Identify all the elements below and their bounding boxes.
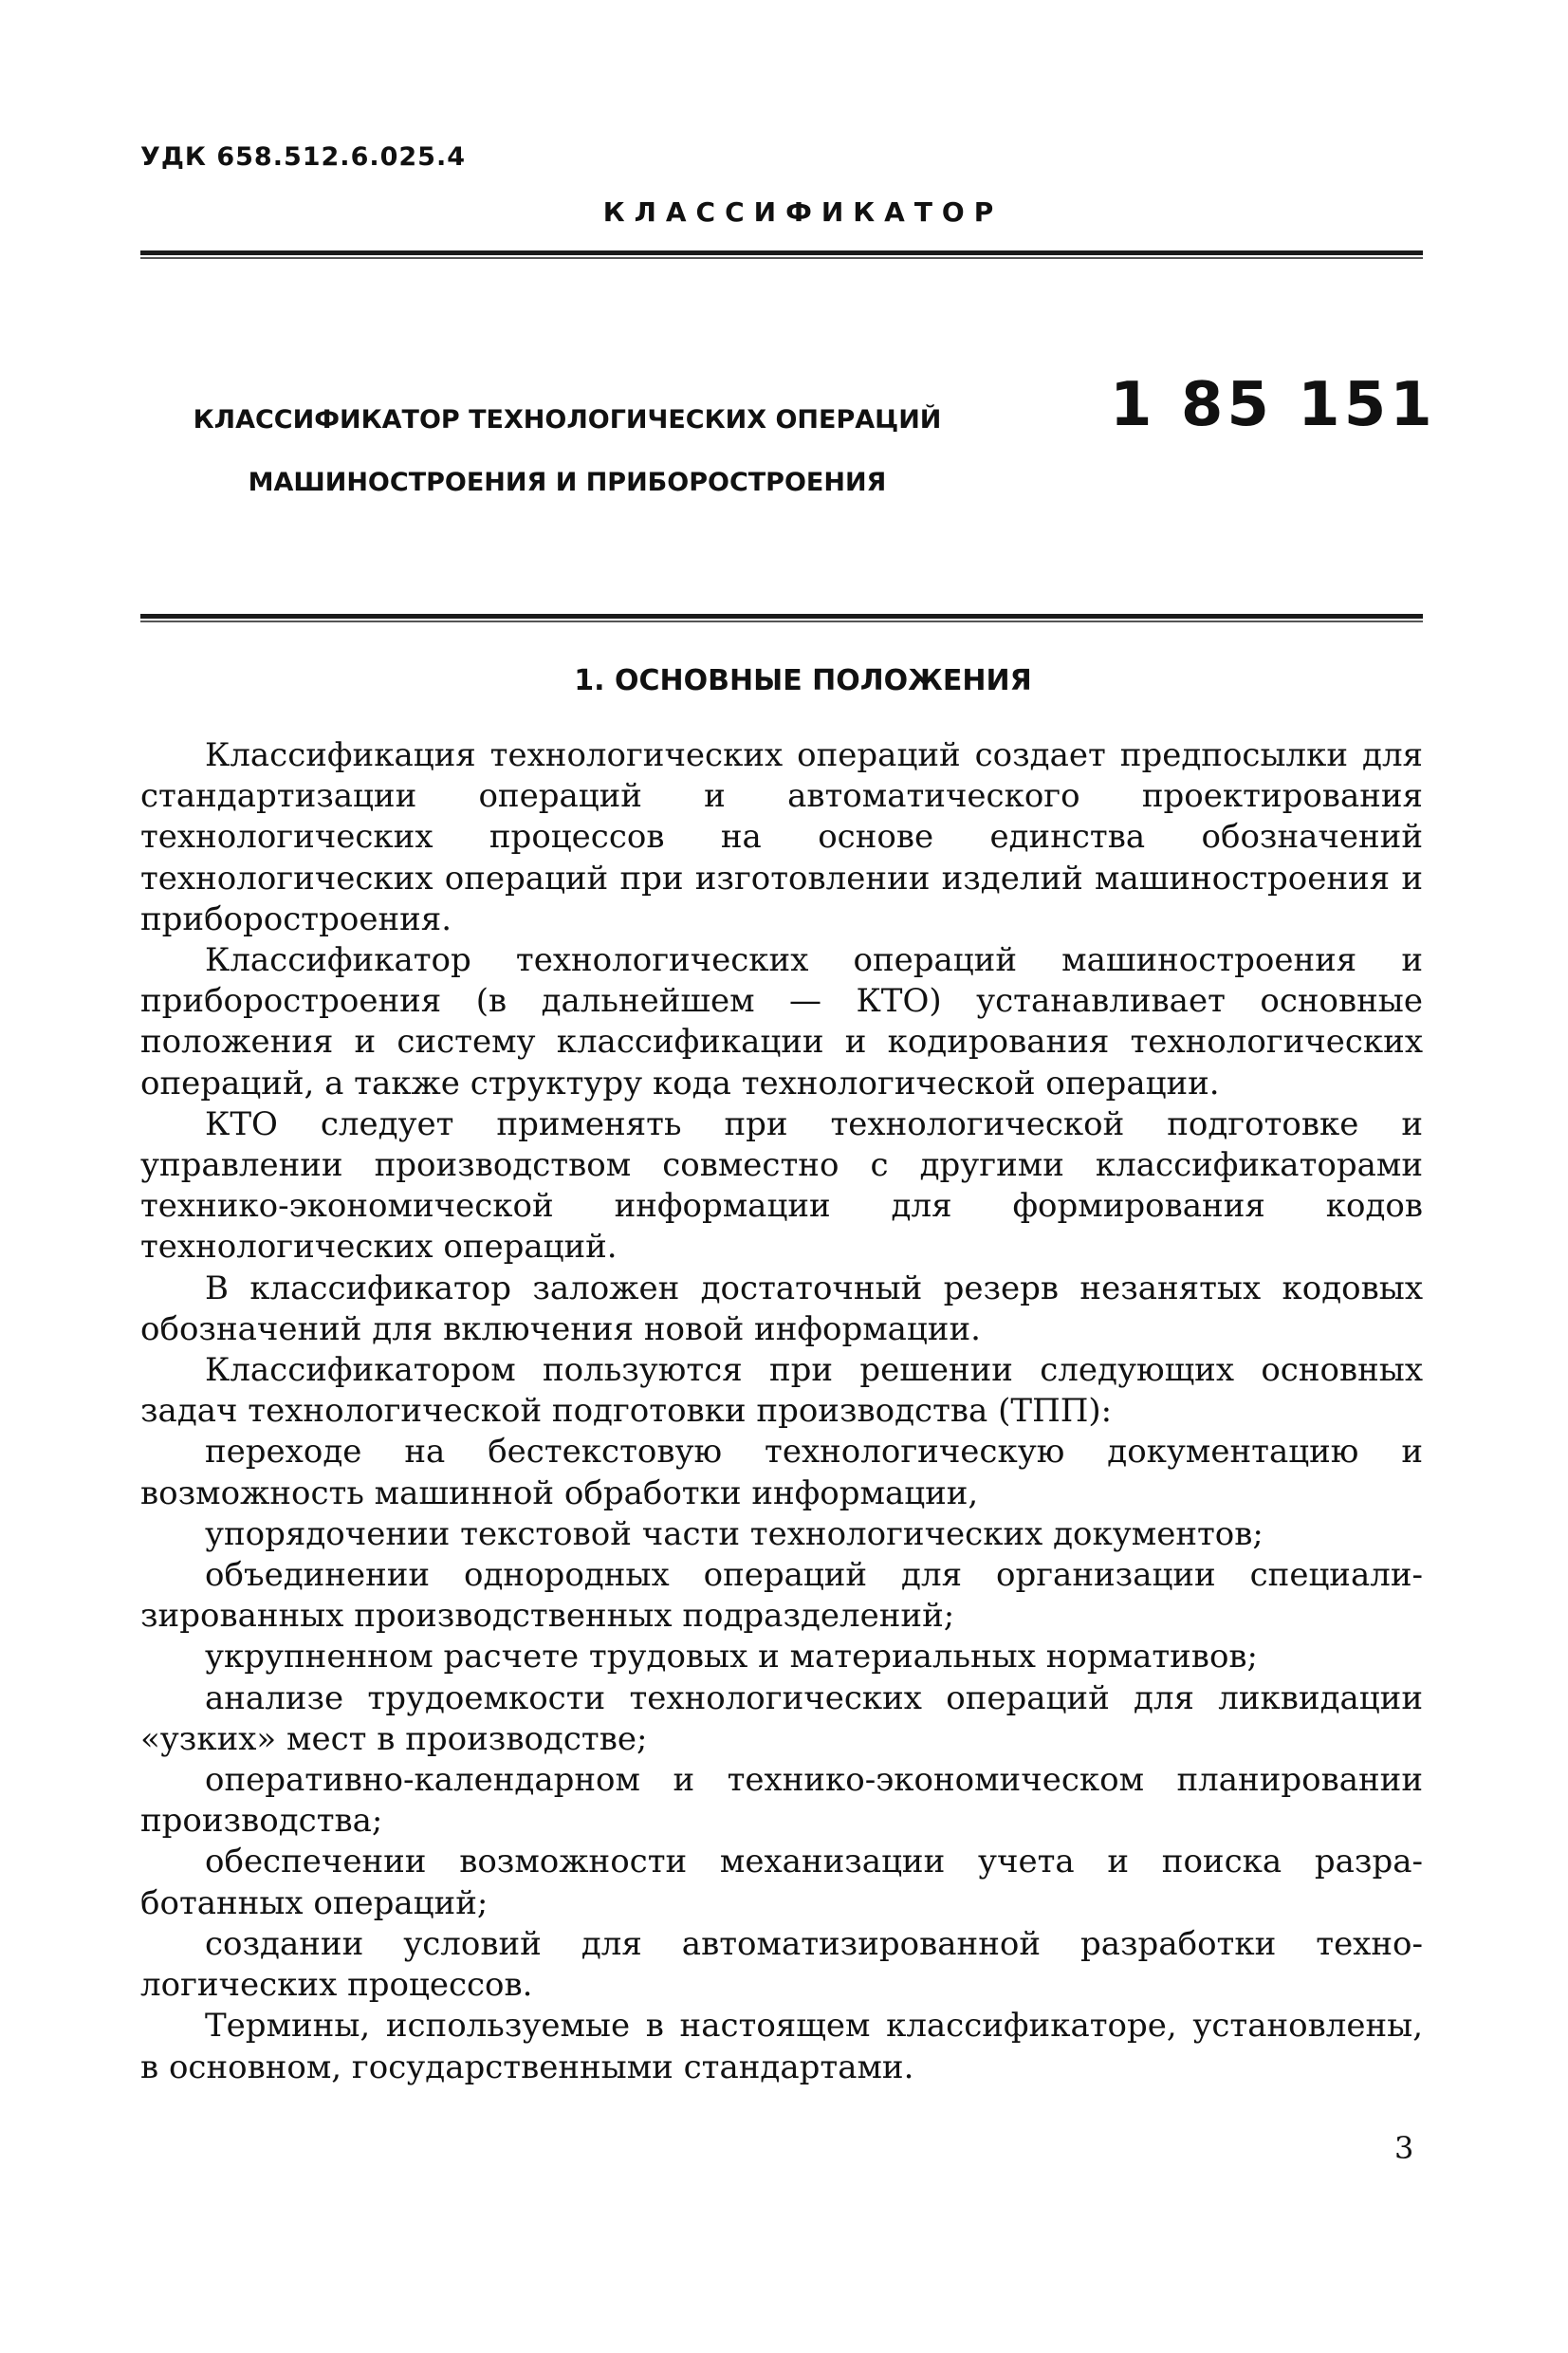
list-item: оперативно-календарном и технико-экономическом планировании производства; xyxy=(140,1761,1423,1841)
section-body xyxy=(140,735,1423,2088)
document-title-line-1: КЛАССИФИКАТОР ТЕХНОЛОГИЧЕСКИХ ОПЕРАЦИЙ xyxy=(193,405,942,435)
page-number: 3 xyxy=(1394,2130,1414,2166)
list-item: укрупненном расчете трудовых и материальных нормативов; xyxy=(205,1638,1259,1677)
list-item: анализе трудоемкости технологических операций для ликвидации «узких» мест в производстве; xyxy=(140,1678,1423,1758)
paragraph: Классификатор технологических операций машиностроения и приборостроения (в дальнейшем — КТО) устанавливает основные положения и систему классификации и кодирования технологических операций, а также структуру кода технологической операции. xyxy=(140,941,1423,1102)
section-divider-thin xyxy=(140,621,1423,622)
udk-code: УДК 658.512.6.025.4 xyxy=(140,142,467,172)
list-item: упорядочении текстовой части технологических документов; xyxy=(205,1514,1264,1553)
document-title-line-2: МАШИНОСТРОЕНИЯ И ПРИБОРОСТРОЕНИЯ xyxy=(248,468,887,497)
section-divider xyxy=(140,614,1423,619)
paragraph: Классификация технологических операций создает предпосылки для стандартизации операций и автоматического проектирования технологических процессов на основе единства обозначений технологических операций при изготовлении изделий машиностроения и приборостроения. xyxy=(140,736,1423,938)
section-title: 1. ОСНОВНЫЕ ПОЛОЖЕНИЯ xyxy=(574,664,1032,697)
classifier-code: 1 85 151 xyxy=(1110,370,1436,440)
classifier-heading: КЛАССИФИКАТОР xyxy=(602,196,1004,228)
list-item: объединении однородных операций для организации специализированных производственных подразделений; xyxy=(140,1556,1423,1636)
paragraph: Термины, используемые в настоящем классификаторе, установлены, в основном, государственными стандартами. xyxy=(140,2007,1423,2086)
list-item: создании условий для автоматизированной разработки технологических процессов. xyxy=(140,1924,1423,2005)
paragraph: В классификатор заложен достаточный резерв незанятых кодовых обозначений для включения новой информации. xyxy=(140,1269,1423,1348)
list-item: переходе на бестекстовую технологическую документацию и возможность машинной обработки информации, xyxy=(140,1433,1423,1512)
list-item: обеспечении возможности механизации учета и поиска разработанных операций; xyxy=(140,1843,1423,1922)
top-divider-thin xyxy=(140,257,1423,259)
document-title xyxy=(140,389,994,514)
top-divider xyxy=(140,250,1423,255)
paragraph: Классификатором пользуются при решении следующих основных задач технологической подготовки производства (ТПП): xyxy=(140,1351,1423,1431)
paragraph: КТО следует применять при технологической подготовке и управлении производством совместно с другими классификаторами технико-экономической информации для формирования кодов технологических операций. xyxy=(140,1104,1423,1267)
